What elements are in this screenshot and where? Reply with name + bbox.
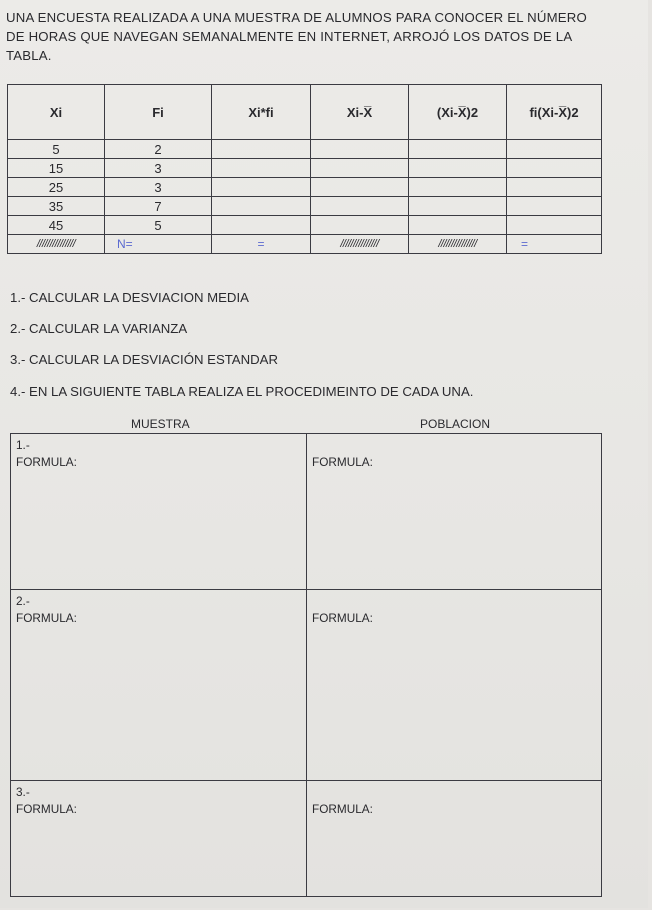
column-poblacion: POBLACION (420, 417, 491, 431)
table-row (8, 197, 602, 216)
cell-squared[interactable] (409, 140, 507, 159)
cell-weighted[interactable] (507, 197, 602, 216)
cell-xi-fi[interactable] (212, 216, 311, 235)
procedure-column-headers (10, 416, 600, 434)
cell-xi: 45 (8, 216, 105, 235)
cell-squared[interactable] (409, 197, 507, 216)
table-row (8, 216, 602, 235)
problem-statement: UNA ENCUESTA REALIZADA A UNA MUESTRA DE ALUMNOS PARA CONOCER EL NÚMERO DE HORAS QUE NAVEGAN SEMANALMENTE EN INTERNET, ARROJÓ LOS DATOS DE LA TABLA. (6, 10, 587, 63)
cell-xi-fi[interactable] (212, 159, 311, 178)
cell-weighted[interactable] (507, 216, 602, 235)
procedure-table (10, 433, 602, 897)
header-weighted-squared-deviation: fi(Xi-X̅)2 (507, 85, 602, 140)
total-n[interactable]: N= (105, 235, 212, 254)
muestra-cell[interactable] (11, 434, 307, 590)
formula-label: FORMULA: (312, 802, 373, 816)
header-squared-deviation: (Xi-X̅)2 (409, 85, 507, 140)
frequency-table (7, 84, 602, 254)
formula-label: FORMULA: (312, 611, 373, 625)
cell-weighted[interactable] (507, 159, 602, 178)
cell-xi: 25 (8, 178, 105, 197)
muestra-cell[interactable] (11, 590, 307, 781)
header-xi: Xi (8, 85, 105, 140)
poblacion-cell[interactable] (307, 590, 602, 781)
total-weighted[interactable]: = (507, 235, 602, 254)
question-4: 4.- EN LA SIGUIENTE TABLA REALIZA EL PROCEDIMEINTO DE CADA UNA. (10, 384, 474, 399)
cell-squared[interactable] (409, 178, 507, 197)
question-1: 1.- CALCULAR LA DESVIACION MEDIA (10, 290, 249, 305)
formula-label: FORMULA: (312, 455, 373, 469)
header-fi: Fi (105, 85, 212, 140)
cell-fi: 3 (105, 159, 212, 178)
cell-fi: 7 (105, 197, 212, 216)
cell-fi: 5 (105, 216, 212, 235)
formula-label: FORMULA: (16, 455, 77, 469)
procedure-row (11, 434, 602, 590)
row-number: 2.- (16, 594, 30, 608)
cell-weighted[interactable] (507, 178, 602, 197)
table-row (8, 140, 602, 159)
table-row (8, 159, 602, 178)
cell-xi: 5 (8, 140, 105, 159)
question-2: 2.- CALCULAR LA VARIANZA (10, 321, 188, 336)
header-xi-minus-mean: Xi-X̅ (311, 85, 409, 140)
cell-squared[interactable] (409, 216, 507, 235)
cell-xi-fi[interactable] (212, 178, 311, 197)
row-number: 1.- (16, 438, 30, 452)
muestra-cell[interactable] (11, 781, 307, 897)
total-xi-fi[interactable]: = (212, 235, 311, 254)
total-xi-blocked: /////////////// (8, 235, 105, 254)
cell-deviation[interactable] (311, 140, 409, 159)
cell-squared[interactable] (409, 159, 507, 178)
cell-xi: 35 (8, 197, 105, 216)
cell-deviation[interactable] (311, 159, 409, 178)
total-deviation-blocked: /////////////// (311, 235, 409, 254)
cell-xi: 15 (8, 159, 105, 178)
question-3: 3.- CALCULAR LA DESVIACIÓN ESTANDAR (10, 352, 278, 367)
table-row (8, 178, 602, 197)
header-xi-fi: Xi*fi (212, 85, 311, 140)
cell-weighted[interactable] (507, 140, 602, 159)
poblacion-cell[interactable] (307, 434, 602, 590)
cell-fi: 3 (105, 178, 212, 197)
cell-deviation[interactable] (311, 178, 409, 197)
totals-row (8, 235, 602, 254)
cell-xi-fi[interactable] (212, 140, 311, 159)
cell-xi-fi[interactable] (212, 197, 311, 216)
cell-deviation[interactable] (311, 216, 409, 235)
formula-label: FORMULA: (16, 802, 77, 816)
procedure-row (11, 590, 602, 781)
procedure-row (11, 781, 602, 897)
total-squared-blocked: /////////////// (409, 235, 507, 254)
row-number: 3.- (16, 785, 30, 799)
column-muestra: MUESTRA (131, 417, 190, 431)
formula-label: FORMULA: (16, 611, 77, 625)
cell-fi: 2 (105, 140, 212, 159)
cell-deviation[interactable] (311, 197, 409, 216)
table-header-row (8, 85, 602, 140)
poblacion-cell[interactable] (307, 781, 602, 897)
